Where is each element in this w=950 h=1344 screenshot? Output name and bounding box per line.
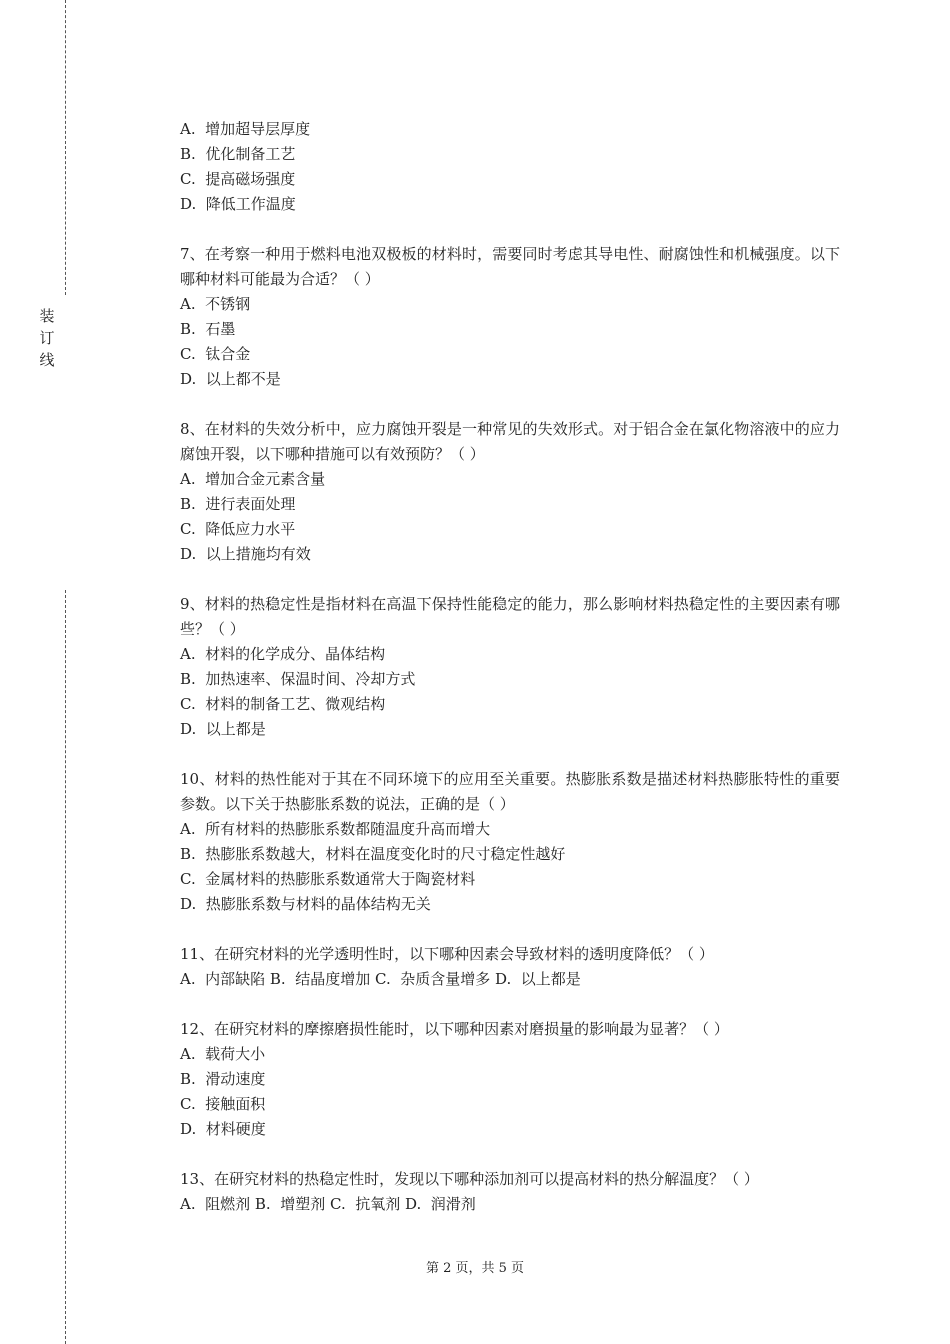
binding-line-top — [65, 0, 66, 295]
answer-option: A. 增加合金元素含量 — [180, 470, 326, 488]
answer-option: B. 滑动速度 — [180, 1070, 266, 1088]
answer-option: C. 降低应力水平 — [180, 520, 296, 538]
question-stem: 8、在材料的失效分析中，应力腐蚀开裂是一种常见的失效形式。对于铝合金在氯化物溶液中的应力腐蚀开裂，以下哪种措施可以有效预防？（ ） — [180, 420, 840, 463]
answer-option: B. 加热速率、保温时间、冷却方式 — [180, 670, 416, 688]
binding-line-bottom — [65, 590, 66, 1344]
answer-option: D. 以上措施均有效 — [180, 545, 311, 563]
answer-option: A. 不锈钢 — [180, 295, 251, 313]
question-block — [180, 417, 840, 567]
question-block — [180, 592, 840, 742]
question-list — [180, 117, 840, 1242]
answer-option: C. 接触面积 — [180, 1095, 266, 1113]
question-stem: 9、材料的热稳定性是指材料在高温下保持性能稳定的能力，那么影响材料热稳定性的主要因素有哪些？（ ） — [180, 595, 840, 638]
answer-option: D. 热膨胀系数与材料的晶体结构无关 — [180, 895, 431, 913]
answer-option: A. 增加超导层厚度 — [180, 120, 311, 138]
answer-option: A. 所有材料的热膨胀系数都随温度升高而增大 — [180, 820, 491, 838]
answer-option: D. 降低工作温度 — [180, 195, 296, 213]
answer-option: C. 提高磁场强度 — [180, 170, 296, 188]
answer-option: D. 以上都是 — [180, 720, 266, 738]
answer-option: B. 石墨 — [180, 320, 236, 338]
answer-option: A. 材料的化学成分、晶体结构 — [180, 645, 386, 663]
question-block — [180, 1017, 840, 1142]
answer-option: C. 钛合金 — [180, 345, 251, 363]
question-block — [180, 117, 840, 217]
question-block — [180, 1167, 840, 1217]
question-block — [180, 942, 840, 992]
answer-option: C. 材料的制备工艺、微观结构 — [180, 695, 386, 713]
binding-label: 装订线 — [39, 307, 55, 369]
answer-option: B. 热膨胀系数越大，材料在温度变化时的尺寸稳定性越好 — [180, 845, 566, 863]
answer-option: B. 进行表面处理 — [180, 495, 296, 513]
question-stem: 10、材料的热性能对于其在不同环境下的应用至关重要。热膨胀系数是描述材料热膨胀特性的重要参数。以下关于热膨胀系数的说法，正确的是（ ） — [180, 770, 840, 813]
answer-option: A. 载荷大小 — [180, 1045, 266, 1063]
answer-option: C. 金属材料的热膨胀系数通常大于陶瓷材料 — [180, 870, 476, 888]
question-stem: 7、在考察一种用于燃料电池双极板的材料时，需要同时考虑其导电性、耐腐蚀性和机械强度。以下哪种材料可能最为合适？（ ） — [180, 245, 840, 288]
answer-option: B. 优化制备工艺 — [180, 145, 296, 163]
answer-option: A. 阻燃剂 B. 增塑剂 C. 抗氧剂 D. 润滑剂 — [180, 1195, 476, 1213]
answer-option: A. 内部缺陷 B. 结晶度增加 C. 杂质含量增多 D. 以上都是 — [180, 970, 581, 988]
answer-option: D. 材料硬度 — [180, 1120, 266, 1138]
question-stem: 11、在研究材料的光学透明性时，以下哪种因素会导致材料的透明度降低？（ ） — [180, 945, 714, 963]
answer-option: D. 以上都不是 — [180, 370, 281, 388]
question-stem: 13、在研究材料的热稳定性时，发现以下哪种添加剂可以提高材料的热分解温度？（ ） — [180, 1170, 759, 1188]
question-stem: 12、在研究材料的摩擦磨损性能时，以下哪种因素对磨损量的影响最为显著？（ ） — [180, 1020, 729, 1038]
page-footer: 第 2 页，共 5 页 — [425, 1261, 525, 1276]
question-block — [180, 767, 840, 917]
question-block — [180, 242, 840, 392]
